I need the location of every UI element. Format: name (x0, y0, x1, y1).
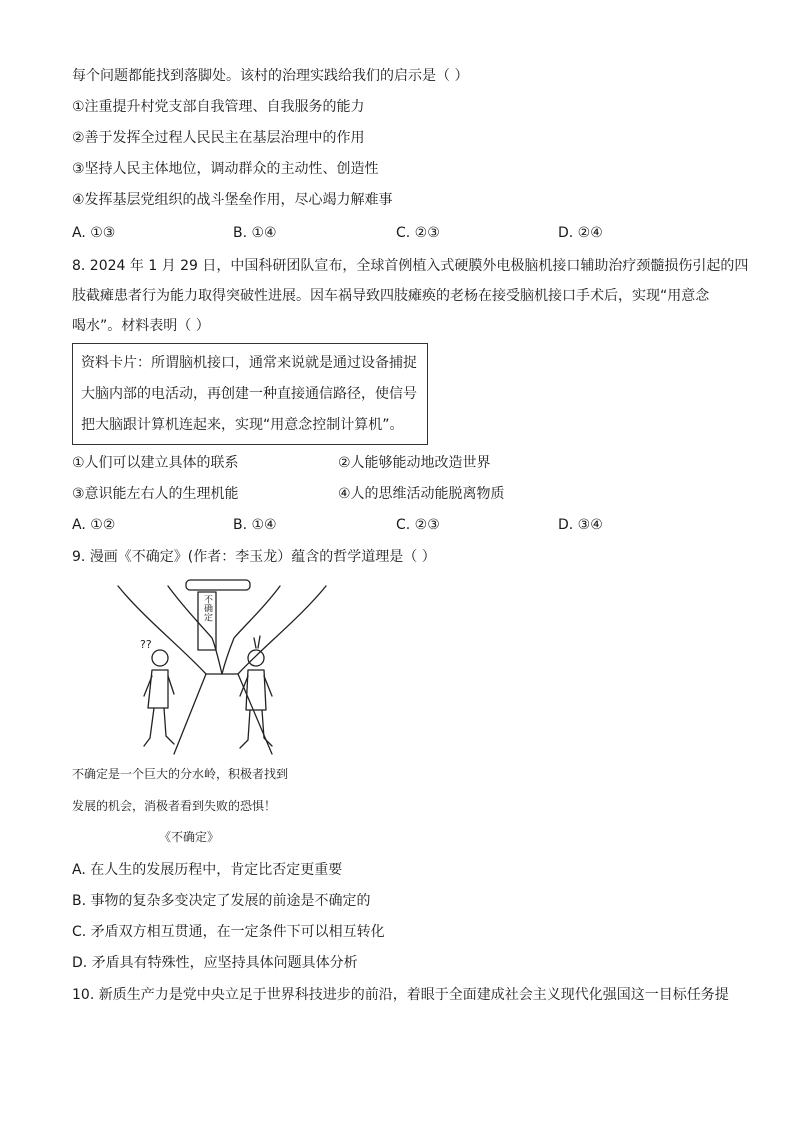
left-person-head (152, 650, 168, 666)
left-person-arms (144, 676, 174, 696)
q8-option-a: A. ①② (72, 517, 116, 533)
q8-statement-1: ①人们可以建立具体的联系 (72, 455, 239, 471)
info-card-line-2: 大脑内部的电活动，再创建一种直接通信路径，使信号 (81, 386, 417, 402)
question-text: 每个问题都能找到落脚处。该村的治理实践给我们的启示是（ ） (72, 68, 469, 84)
info-card-line-1: 资料卡片：所谓脑机接口，通常来说就是通过设备捕捉 (81, 355, 417, 371)
q8-text-line-2: 肢截瘫患者行为能力取得突破性进展。因车祸导致四肢瘫痪的老杨在接受脑机接口手术后，实现“用意念 (72, 288, 710, 304)
q8-statement-3: ③意识能左右人的生理机能 (72, 486, 239, 502)
q8-text-line-1: 8. 2024 年 1 月 29 日，中国科研团队宣布，全球首例植入式硬膜外电极脑机接口辅助治疗颈髓损伤引起的四 (72, 258, 749, 274)
statement-1: ①注重提升村党支部自我管理、自我服务的能力 (72, 99, 365, 115)
cartoon-illustration (104, 578, 340, 756)
statement-2: ②善于发挥全过程人民民主在基层治理中的作用 (72, 130, 365, 146)
q8-statement-2: ②人能够能动地改造世界 (338, 455, 491, 471)
left-person-body (148, 670, 168, 708)
right-person-exclaim-icon (254, 636, 260, 648)
option-d: D. ②④ (558, 225, 603, 241)
left-person-legs (144, 708, 174, 746)
statement-3: ③坚持人民主体地位，调动群众的主动性、创造性 (72, 161, 379, 177)
right-person-body (246, 670, 266, 710)
q9-option-a: A. 在人生的发展历程中，肯定比否定更重要 (72, 862, 343, 878)
q9-text: 9. 漫画《不确定》(作者：李玉龙）蕴含的哲学道理是（ ） (72, 549, 436, 565)
road-center-left (168, 586, 222, 674)
cartoon-title: 《不确定》 (159, 830, 220, 844)
cartoon-caption-line-1: 不确定是一个巨大的分水岭，积极者找到 (72, 767, 289, 781)
option-a: A. ①③ (72, 225, 116, 241)
q8-text-line-3: 喝水”。材料表明（ ） (72, 318, 210, 334)
option-c: C. ②③ (396, 225, 440, 241)
option-b: B. ①④ (233, 225, 277, 241)
q10-text: 10. 新质生产力是党中央立足于世界科技进步的前沿，着眼于全面建成社会主义现代化强国这一目标任务提 (72, 987, 729, 1003)
question-marks: ?? (140, 638, 152, 651)
info-card-line-3: 把大脑跟计算机连起来，实现“用意念控制计算机”。 (81, 417, 404, 433)
right-person-arms (240, 676, 272, 696)
q8-option-b: B. ①④ (233, 517, 277, 533)
q9-option-d: D. 矛盾具有特殊性，应坚持具体问题具体分析 (72, 955, 358, 971)
info-card (72, 343, 428, 445)
q8-option-c: C. ②③ (396, 517, 440, 533)
q8-option-d: D. ③④ (558, 517, 603, 533)
q9-option-c: C. 矛盾双方相互贯通，在一定条件下可以相互转化 (72, 924, 385, 940)
sign-board-top (186, 580, 250, 590)
cartoon-caption-line-2: 发展的机会，消极者看到失败的恐惧！ (72, 799, 277, 813)
q8-statement-4: ④人的思维活动能脱离物质 (338, 486, 505, 502)
statement-4: ④发挥基层党组织的战斗堡垒作用，尽心竭力解难事 (72, 192, 393, 208)
q9-option-b: B. 事物的复杂多变决定了发展的前途是不确定的 (72, 893, 371, 909)
right-person-head (248, 650, 264, 666)
sign-text: 不确定 (202, 594, 212, 622)
